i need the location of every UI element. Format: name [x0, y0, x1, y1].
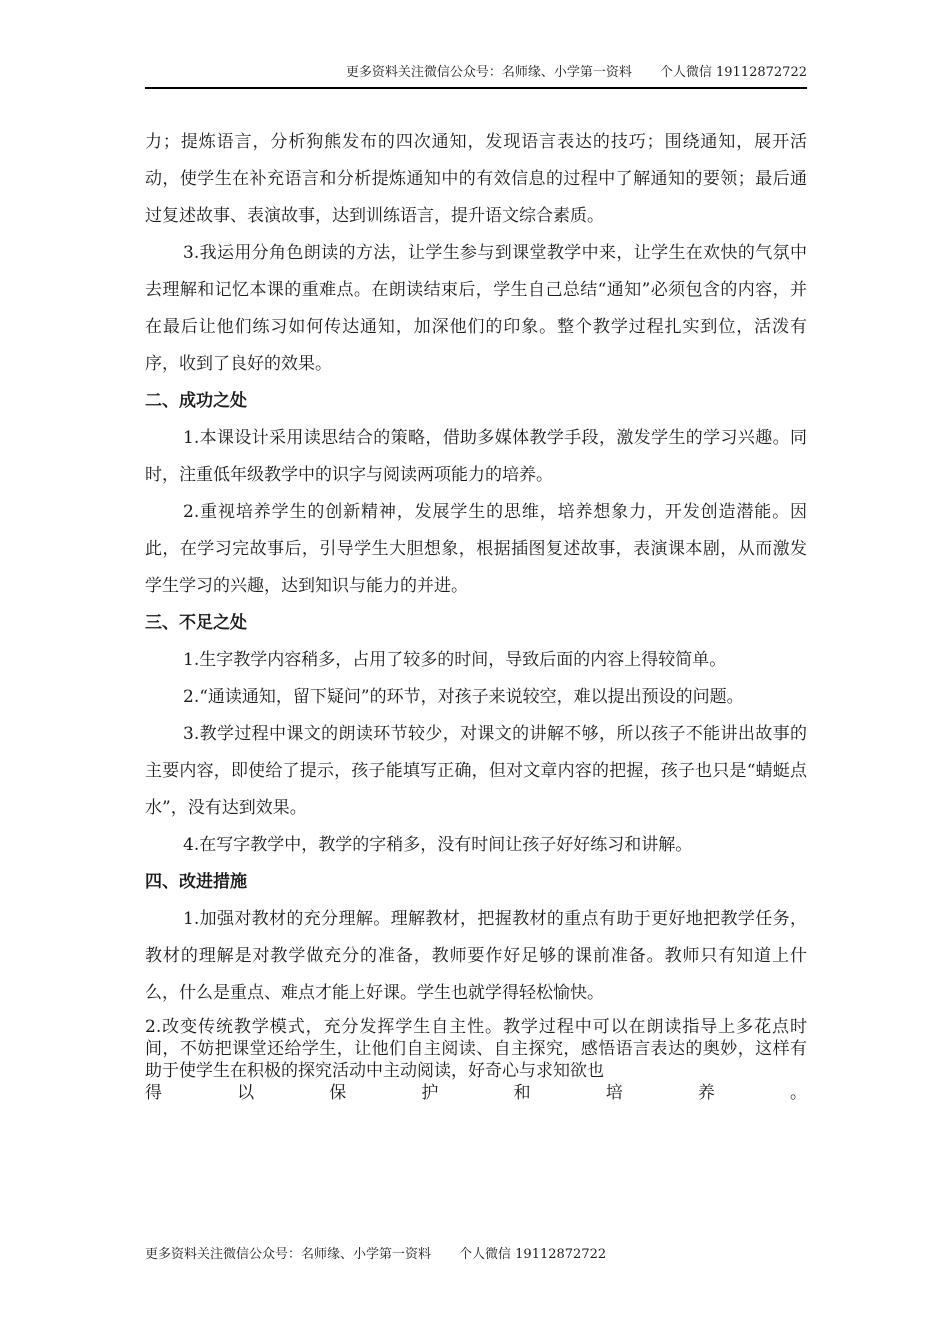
shortcoming-item-3: 3.教学过程中课文的朗读环节较少，对课文的讲解不够，所以孩子不能讲出故事的主要内容，即使给了提示，孩子能填写正确，但对文章内容的把握，孩子也只是“蜻蜓点水”，没有达到效果。: [145, 724, 807, 818]
header-rule: [145, 87, 807, 89]
success-item-2: 2.重视培养学生的创新精神，发展学生的思维，培养想象力，开发创造潜能。因此，在学习完故事后，引导学生大胆想象，根据插图复述故事，表演课本剧，从而激发学生学习的兴趣，达到知识与能力的并进。: [145, 502, 807, 596]
spread-char: 培: [605, 1083, 623, 1103]
shortcoming-item-1: 1.生字教学内容稍多，占用了较多的时间，导致后面的内容上得较简单。: [183, 650, 727, 670]
success-item-1: 1.本课设计采用读思结合的策略，借助多媒体教学手段，激发学生的学习兴趣。同时，注重低年级教学中的识字与阅读两项能力的培养。: [145, 428, 807, 485]
section-heading-improvements: 四、改进措施: [145, 872, 247, 892]
header-text: 更多资料关注微信公众号：名师缘、小学第一资料: [345, 65, 632, 80]
spread-char: 得: [145, 1083, 162, 1103]
header-wechat: 个人微信 19112872722: [659, 65, 807, 80]
page-footer: [145, 1246, 606, 1264]
footer-text: 更多资料关注微信公众号：名师缘、小学第一资料: [145, 1247, 432, 1262]
document-body: [145, 124, 807, 1104]
page-header: [145, 64, 807, 82]
section-heading-shortcomings: 三、不足之处: [145, 613, 247, 633]
paragraph-3: 3.我运用分角色朗读的方法，让学生参与到课堂教学中来，让学生在欢快的气氛中去理解和记忆本课的重难点。在朗读结束后，学生自己总结“通知”必须包含的内容，并在最后让他们练习如何传达通知，加深他们的印象。整个教学过程扎实到位，活泼有序，收到了良好的效果。: [145, 243, 807, 374]
spread-char: 护: [421, 1083, 439, 1103]
spread-char: 。: [789, 1083, 807, 1103]
improvement-item-1: 1.加强对教材的充分理解。理解教材，把握教材的重点有助于更好地把教学任务，教材的理解是对教学做充分的准备，教师要作好足够的课前准备。教师只有知道上什么，什么是重点、难点才能上好课。学生也就学得轻松愉快。: [145, 909, 807, 1003]
spread-char: 养: [697, 1083, 715, 1103]
spread-char: 保: [329, 1083, 347, 1103]
improvement-item-2-last-line: [145, 1082, 807, 1104]
paragraph-continued: 力；提炼语言，分析狗熊发布的四次通知，发现语言表达的技巧；围绕通知，展开活动，使学生在补充语言和分析提炼通知中的有效信息的过程中了解通知的要领；最后通过复述故事、表演故事，达到训练语言，提升语文综合素质。: [145, 132, 807, 226]
section-heading-success: 二、成功之处: [145, 391, 247, 411]
spread-char: 和: [513, 1083, 531, 1103]
footer-wechat: 个人微信 19112872722: [459, 1247, 607, 1262]
shortcoming-item-4: 4.在写字教学中，教学的字稍多，没有时间让孩子好好练习和讲解。: [183, 835, 693, 855]
shortcoming-item-2: 2.“通读通知，留下疑问”的环节，对孩子来说较空，难以提出预设的问题。: [183, 687, 744, 707]
improvement-item-2: 2.改变传统教学模式，充分发挥学生自主性。教学过程中可以在朗读指导上多花点时间，不妨把课堂还给学生，让他们自主阅读、自主探究，感悟语言表达的奥妙，这样有助于使学生在积极的探究活动中主动阅读，好奇心与求知欲也: [145, 1017, 807, 1081]
spread-char: 以: [237, 1083, 255, 1103]
